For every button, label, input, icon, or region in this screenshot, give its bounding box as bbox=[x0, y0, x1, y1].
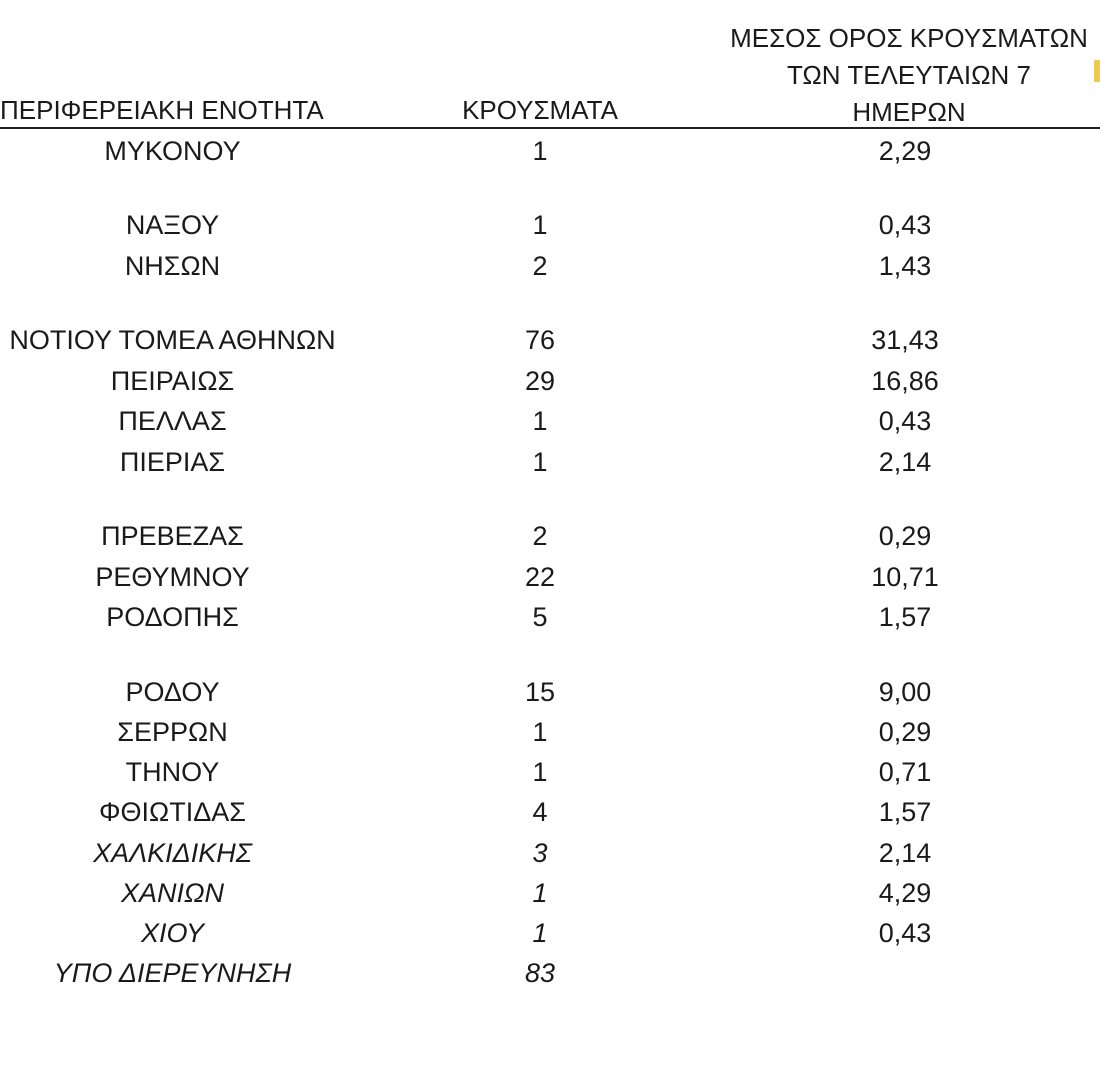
table-row bbox=[0, 557, 1100, 597]
cases-cell: 1 bbox=[532, 447, 548, 477]
average-cell: 0,71 bbox=[878, 757, 932, 787]
table-row bbox=[0, 752, 1100, 792]
table-row bbox=[0, 516, 1100, 556]
cases-cell: 1 bbox=[532, 717, 548, 747]
region-cell: ΧΑΛΚΙΔΙΚΗΣ bbox=[93, 838, 252, 868]
cases-cell: 3 bbox=[532, 838, 548, 868]
table-row bbox=[0, 953, 1100, 993]
region-cell: ΡΟΔΟΥ bbox=[125, 677, 220, 707]
average-cell: 1,57 bbox=[878, 797, 932, 827]
cases-cell: 15 bbox=[524, 677, 556, 707]
cases-cell: 1 bbox=[532, 406, 548, 436]
average-cell: 2,29 bbox=[878, 136, 932, 166]
table-row bbox=[0, 672, 1100, 712]
table-row bbox=[0, 246, 1100, 286]
average-cell: 2,14 bbox=[878, 838, 932, 868]
table-row bbox=[0, 205, 1100, 245]
table-row bbox=[0, 401, 1100, 441]
region-cell: ΝΑΞΟΥ bbox=[125, 210, 220, 240]
header-avg-line-1: ΜΕΣΟΣ ΟΡΟΣ ΚΡΟΥΣΜΑΤΩΝ bbox=[730, 23, 1088, 53]
average-cell: 16,86 bbox=[871, 366, 939, 396]
header-avg-line-3: ΗΜΕΡΩΝ bbox=[852, 97, 966, 127]
average-cell: 10,71 bbox=[871, 562, 939, 592]
cases-cell: 1 bbox=[532, 136, 548, 166]
cases-cell: 1 bbox=[532, 210, 548, 240]
cases-cell: 2 bbox=[532, 521, 548, 551]
cases-cell: 4 bbox=[532, 797, 548, 827]
region-cell: ΧΑΝΙΩΝ bbox=[120, 878, 225, 908]
cases-cell: 29 bbox=[524, 366, 556, 396]
cases-cell: 5 bbox=[532, 602, 548, 632]
table-row bbox=[0, 873, 1100, 913]
average-cell: 0,43 bbox=[878, 210, 932, 240]
cases-cell: 1 bbox=[532, 878, 548, 908]
table-row bbox=[0, 442, 1100, 482]
cases-cell: 22 bbox=[524, 562, 556, 592]
region-cell: ΝΗΣΩΝ bbox=[124, 251, 221, 281]
average-cell: 0,43 bbox=[878, 406, 932, 436]
table-row bbox=[0, 712, 1100, 752]
average-cell: 9,00 bbox=[878, 677, 932, 707]
region-cell: ΠΕΙΡΑΙΩΣ bbox=[110, 366, 235, 396]
region-cell: ΠΙΕΡΙΑΣ bbox=[119, 447, 226, 477]
table-row bbox=[0, 131, 1100, 171]
region-cell: ΠΡΕΒΕΖΑΣ bbox=[101, 521, 244, 551]
average-cell: 4,29 bbox=[878, 878, 932, 908]
cases-cell: 2 bbox=[532, 251, 548, 281]
table-row bbox=[0, 597, 1100, 637]
cases-cell: 83 bbox=[524, 958, 556, 988]
table-row bbox=[0, 792, 1100, 832]
region-cell: ΧΙΟΥ bbox=[140, 918, 205, 948]
average-cell: 0,29 bbox=[878, 717, 932, 747]
region-cell: ΡΟΔΟΠΗΣ bbox=[106, 602, 239, 632]
table-row bbox=[0, 320, 1100, 360]
header-cases: ΚΡΟΥΣΜΑΤΑ bbox=[462, 95, 618, 125]
region-cell: ΤΗΝΟΥ bbox=[125, 757, 220, 787]
region-cell: ΝΟΤΙΟΥ ΤΟΜΕΑ ΑΘΗΝΩΝ bbox=[9, 325, 336, 355]
average-cell: 31,43 bbox=[871, 325, 939, 355]
cases-cell: 76 bbox=[524, 325, 556, 355]
table-row bbox=[0, 833, 1100, 873]
region-cell: ΜΥΚΟΝΟΥ bbox=[104, 136, 241, 166]
cases-cell: 1 bbox=[532, 918, 548, 948]
region-cell: ΦΘΙΩΤΙΔΑΣ bbox=[99, 797, 246, 827]
table-row bbox=[0, 913, 1100, 953]
header-avg-line-2: ΤΩΝ ΤΕΛΕΥΤΑΙΩΝ 7 bbox=[786, 60, 1032, 90]
region-cell: ΥΠΟ ΔΙΕΡΕΥΝΗΣΗ bbox=[53, 958, 292, 988]
region-cell: ΠΕΛΛΑΣ bbox=[118, 406, 227, 436]
average-cell: 0,29 bbox=[878, 521, 932, 551]
header-region: ΠΕΡΙΦΕΡΕΙΑΚΗ ΕΝΟΤΗΤΑ bbox=[0, 95, 324, 125]
average-cell: 1,43 bbox=[878, 251, 932, 281]
region-cell: ΣΕΡΡΩΝ bbox=[117, 717, 228, 747]
table-row bbox=[0, 361, 1100, 401]
cases-cell: 1 bbox=[532, 757, 548, 787]
average-cell: 2,14 bbox=[878, 447, 932, 477]
average-cell: 0,43 bbox=[878, 918, 932, 948]
average-cell: 1,57 bbox=[878, 602, 932, 632]
region-cell: ΡΕΘΥΜΝΟΥ bbox=[95, 562, 250, 592]
